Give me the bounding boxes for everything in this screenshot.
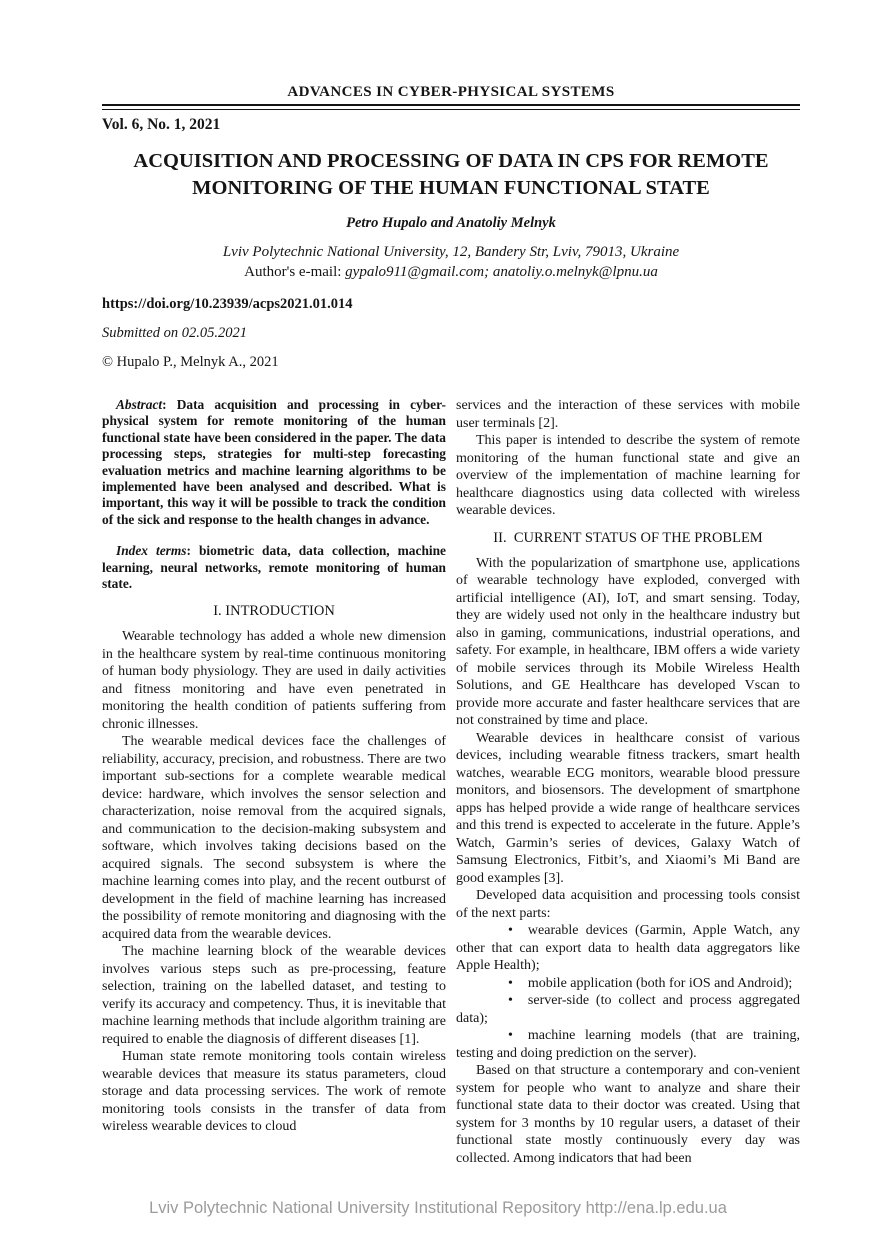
bullet-item bbox=[456, 922, 800, 975]
intro-paragraph: Wearable technology has added a whole new dimension in the healthcare system by real-time continuous monitoring of human body physiology. They are used in daily activities and fitness monitoring and have even penetrated in monitoring the health condition of patients suffering from chronic illnesses. bbox=[102, 629, 446, 732]
affiliation-block bbox=[102, 243, 800, 282]
two-column-body bbox=[102, 397, 800, 1167]
journal-title: ADVANCES IN CYBER-PHYSICAL SYSTEMS bbox=[287, 84, 615, 100]
email-line bbox=[102, 263, 800, 283]
section-heading-current-status: II. CURRENT STATUS OF THE PROBLEM bbox=[493, 529, 763, 546]
copyright-line: © Hupalo P., Melnyk A., 2021 bbox=[102, 354, 279, 370]
submitted-line: Submitted on 02.05.2021 bbox=[102, 325, 247, 341]
index-terms-text: : biometric data, data collection, machine learning, neural networks, remote monitoring of human state. bbox=[102, 543, 447, 592]
intro-paragraph: Human state remote monitoring tools contain wireless wearable devices that measure its status parameters, cloud storage and data processing services. The work of remote monitoring tools consists in the transfer of data from wireless wearable devices to cloud bbox=[102, 1049, 446, 1135]
status-paragraph: With the popularization of smartphone use, applications of wearable technology have exploded, converged with artificial intelligence (AI), IoT, and smart sensing. Today, they are widely used not only in the healthcare industry but also in gaming, communications, industrial operations, and safety. For example, in healthcare, IBM offers a wide variety of mobile services through its Mobile Wireless Health Solutions, and GE Healthcare has developed Vscan to provide more accurate and faster healthcare services that are not constrained by time and place. bbox=[456, 555, 800, 728]
bullet-text: machine learning models (that are training, testing and doing prediction on the server). bbox=[456, 1028, 800, 1061]
abstract-label: Abstract bbox=[116, 397, 163, 412]
section-heading-introduction: I. INTRODUCTION bbox=[213, 603, 335, 620]
bullet-icon: • bbox=[508, 923, 513, 938]
intro-paragraph: The wearable medical devices face the challenges of reliability, accuracy, precision, and robustness. There are two important sub-sections for a complete wearable medical device: hardware, which involves the sensor selection and characterization, noise removal from the acquired signals, and communication to the decision-making subsystem and software, which involves taking decisions based on the acquired signals. The second subsystem is where the machine learning comes into play, and the recent outburst of development in the field of machine learning has increased the possibility of remote monitoring and diagnosing with the acquired data from the wearable devices. bbox=[102, 734, 446, 942]
bullet-icon: • bbox=[508, 993, 513, 1008]
authors-line: Petro Hupalo and Anatoliy Melnyk bbox=[346, 215, 556, 231]
bullet-item bbox=[456, 1027, 800, 1062]
bullet-text: wearable devices (Garmin, Apple Watch, any other that can export data to health data aggregators like Apple Health); bbox=[456, 923, 800, 973]
abstract-paragraph bbox=[102, 397, 446, 528]
affiliation-line: Lviv Polytechnic National University, 12, Bandery Str, Lviv, 79013, Ukraine bbox=[222, 244, 680, 260]
intro-paragraph: The machine learning block of the wearable devices involves various steps such as pre-processing, feature selection, training on the labelled dataset, and testing to verify its accuracy and competency. Thus, it is inevitable that machine learning methods that include algorithm training are required to enable the diagnosis of different diseases [1]. bbox=[102, 944, 446, 1047]
volume-line: Vol. 6, No. 1, 2021 bbox=[102, 116, 221, 133]
bullet-item bbox=[456, 975, 800, 993]
bullet-text: server-side (to collect and process aggregated data); bbox=[456, 993, 800, 1026]
index-terms-label: Index terms bbox=[116, 543, 187, 559]
index-terms-paragraph bbox=[102, 543, 446, 592]
bullet-text: mobile application (both for iOS and Android); bbox=[527, 975, 793, 991]
email-label: Author's e-mail: bbox=[244, 263, 342, 280]
status-paragraph: Developed data acquisition and processing tools consist of the next parts: bbox=[456, 888, 800, 921]
paper-title: ACQUISITION AND PROCESSING OF DATA IN CPS FOR REMOTE MONITORING OF THE HUMAN FUNCTIONAL STATE bbox=[133, 150, 769, 199]
abstract-text: : Data acquisition and processing in cyber-physical system for remote monitoring of the human functional state have been considered in the paper. The data processing steps, strategies for multi-step forecasting evaluation metrics and machine learning algorithms to be implemented have been analysed and described. What is important, this way it will be possible to track the condition of the sick and response to the health changes in advance. bbox=[102, 397, 446, 527]
header-double-rule bbox=[102, 104, 800, 110]
repository-footer: Lviv Polytechnic National University Institutional Repository http://ena.lp.edu.ua bbox=[149, 1199, 727, 1217]
email-value: gypalo911@gmail.com; anatoliy.o.melnyk@lpnu.ua bbox=[341, 263, 658, 280]
left-column bbox=[102, 397, 446, 1167]
status-paragraph: Wearable devices in healthcare consist of various devices, including wearable fitness trackers, smart health watches, wearable ECG monitors, wearable blood pressure monitors, and biosensors. The development of smartphone apps has helped provide a wide range of healthcare services and this trend is expected to accelerate in the future. Apple’s Watch, Garmin’s series of devices, Galaxy Watch of Samsung Electronics, Fitbit’s, and Xiaomi’s Mi Band are good examples [3]. bbox=[456, 730, 800, 886]
continuation-paragraph: services and the interaction of these services with mobile user terminals [2]. bbox=[456, 398, 800, 431]
bullet-icon: • bbox=[508, 975, 513, 991]
bullet-icon: • bbox=[508, 1028, 513, 1043]
bullet-item bbox=[456, 992, 800, 1027]
aim-paragraph: This paper is intended to describe the system of remote monitoring of the human functional state and give an overview of the implementation of machine learning for healthcare diagnostics using data collected with wireless wearable devices. bbox=[456, 433, 800, 518]
closing-paragraph: Based on that structure a contemporary and con-venient system for people who want to analyze and share their functional state data to their doctor was created. Using that system for 3 months by 10 regular users, a dataset of their functional state mostly continuously every day was collected. Among indicators that had been bbox=[456, 1063, 800, 1166]
doi-line: https://doi.org/10.23939/acps2021.01.014 bbox=[102, 296, 353, 312]
right-column bbox=[456, 397, 800, 1167]
